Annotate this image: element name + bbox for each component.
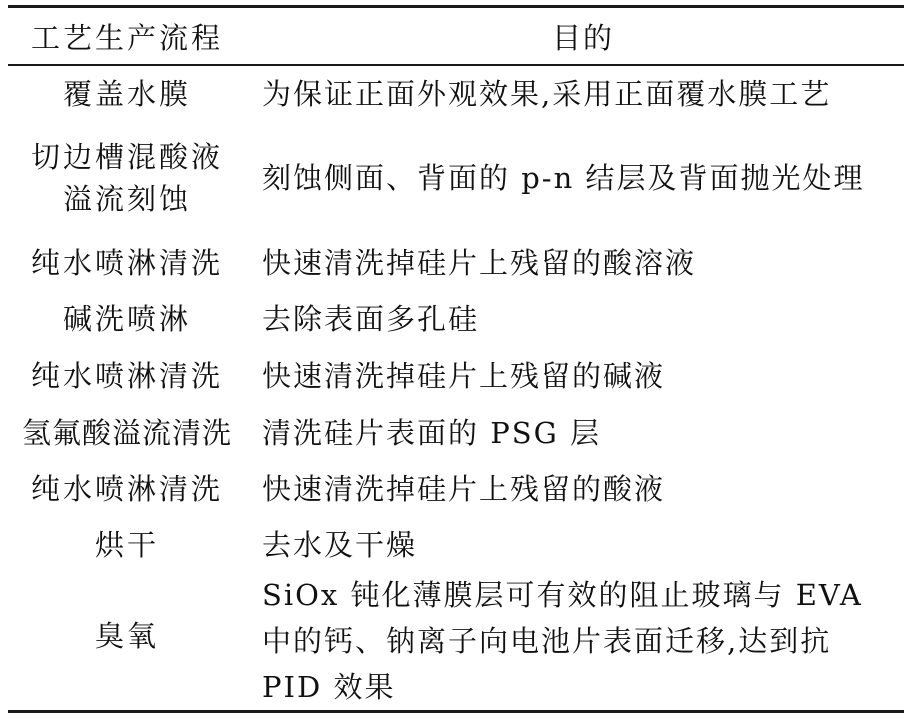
table-row-2-step: 切边槽混酸液 溢流刻蚀 [30,140,223,216]
table-row-7-step: 纯水喷淋清洗 [30,472,223,506]
table-row-6-purpose: 清洗硅片表面的 PSG 层 [262,416,601,450]
table-row-3-step: 纯水喷淋清洗 [30,246,223,280]
table-row-9-purpose: SiOx 钝化薄膜层可有效的阻止玻璃与 EVA 中的钙、钠离子向电池片表面迁移,达到抗 PID 效果 [262,578,863,704]
table-row-9-step: 臭氧 [94,619,159,653]
table-row-1-step: 覆盖水膜 [62,77,191,111]
table-row-4-step: 碱洗喷淋 [62,302,191,336]
table-header-rule [8,64,904,66]
table-bottom-rule [8,710,904,713]
table-row-7-purpose: 快速清洗掉硅片上残留的酸液 [262,472,666,506]
table-row-6-step: 氢氟酸溢流清洗 [21,416,232,450]
table-row-5-purpose: 快速清洗掉硅片上残留的碱液 [262,359,666,393]
table-top-rule [8,5,904,8]
table-row-1-purpose: 为保证正面外观效果,采用正面覆水膜工艺 [262,77,832,111]
header-process-step: 工艺生产流程 [30,21,223,55]
table-row-5-step: 纯水喷淋清洗 [30,359,223,393]
header-purpose: 目的 [551,21,614,55]
table-row-4-purpose: 去除表面多孔硅 [262,302,480,336]
table-row-3-purpose: 快速清洗掉硅片上残留的酸溶液 [262,246,697,280]
table-row-2-purpose: 刻蚀侧面、背面的 p-n 结层及背面抛光处理 [262,161,865,195]
table-row-8-step: 烘干 [94,528,159,562]
table-row-8-purpose: 去水及干燥 [262,528,418,562]
